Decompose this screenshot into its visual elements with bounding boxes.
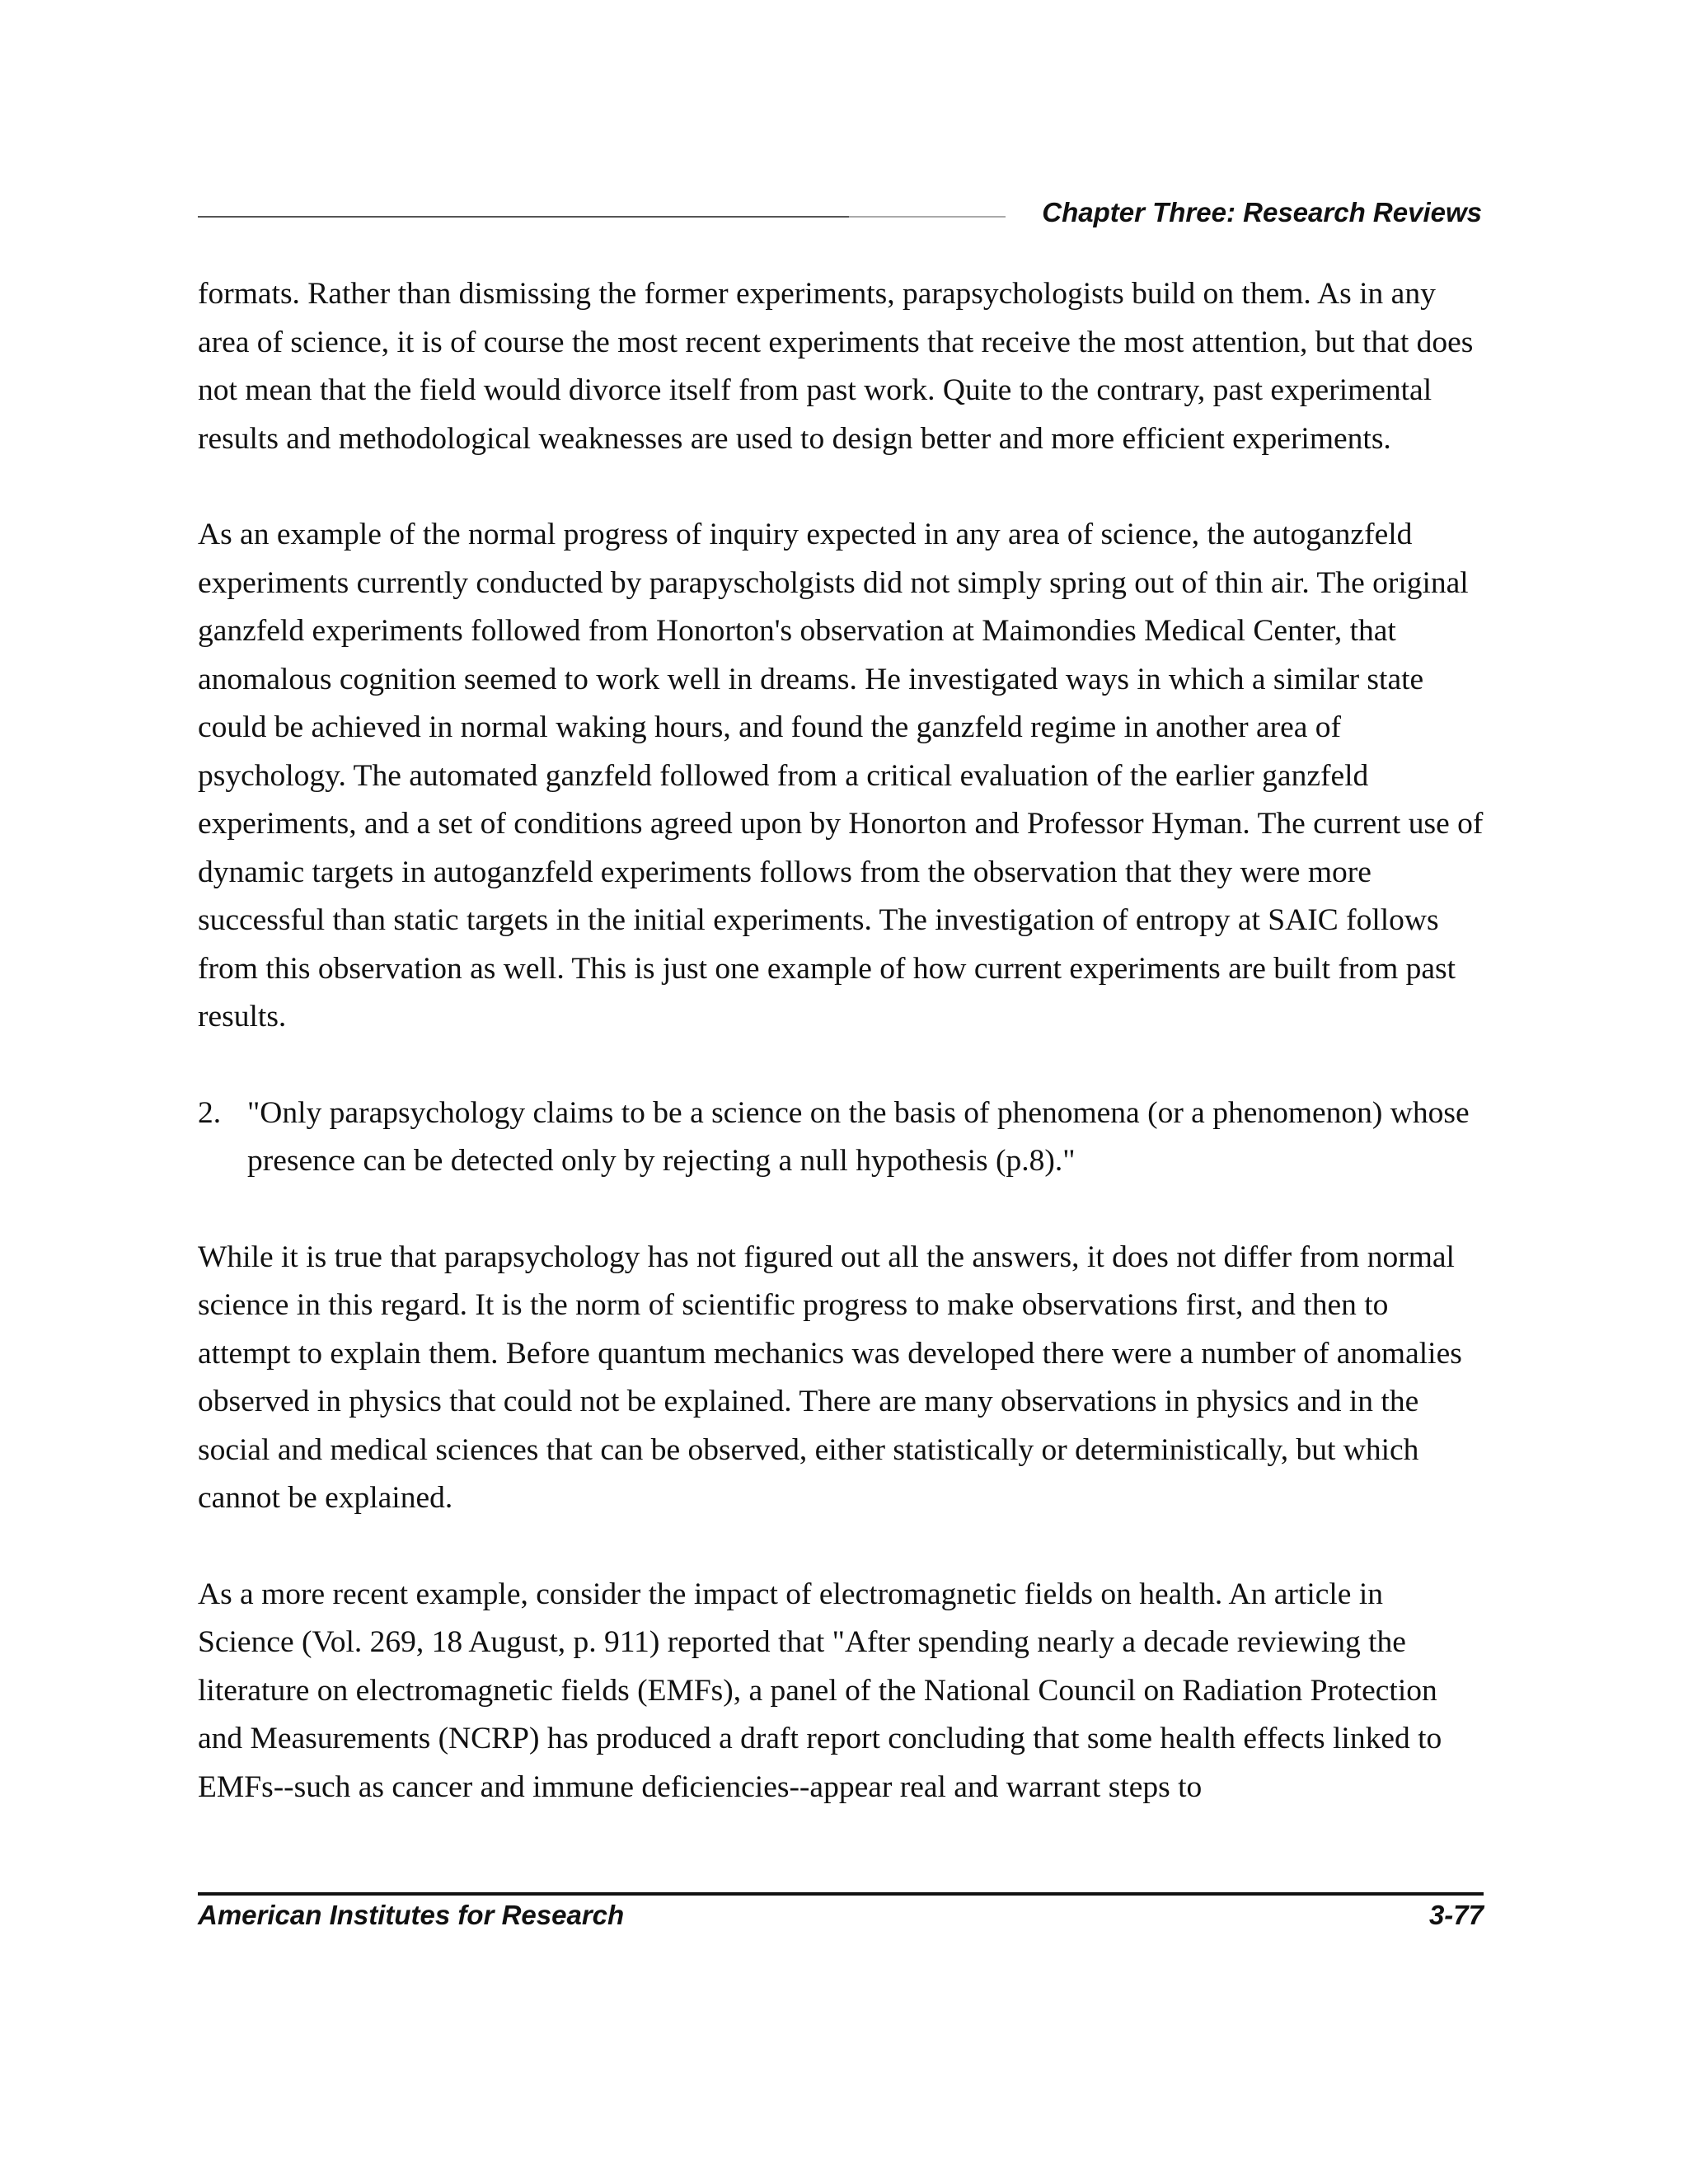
paragraph-4: As a more recent example, consider the impact of electromagnetic fields on health. An article in Science (Vol. 269, 18 August, p. 911) reported that "After spending nearly a decade reviewing the literature on electromagnetic fields (EMFs), a panel of the National Council on Radiation Protection and Measurements (NCRP) has produced a draft report concluding that some health effects linked to EMFs--such as cancer and immune deficiencies--appear real and warrant steps to bbox=[198, 1577, 1442, 1804]
running-header: Chapter Three: Research Reviews bbox=[1042, 197, 1482, 227]
paragraph-2: As an example of the normal progress of inquiry expected in any area of science, the autoganzfeld experiments currently conducted by parapyscholgists did not simply spring out of thin air. The original ganzfeld experiments followed from Honorton's observation at Maimondies Medical Center, that anomalous cognition seemed to work well in dreams. He investigated ways in which a similar state could be achieved in normal waking hours, and found the ganzfeld regime in another area of psychology. The automated ganzfeld followed from a critical evaluation of the earlier ganzfeld experiments, and a set of conditions agreed upon by Honorton and Professor Hyman. The current use of dynamic targets in autoganzfeld experiments follows from the observation that they were more successful than static targets in the initial experiments. The investigation of entropy at SAIC follows from this observation as well. This is just one example of how current experiments are built from past results. bbox=[198, 518, 1484, 1033]
paragraph-1: formats. Rather than dismissing the former experiments, parapsychologists build on them. As in any area of science, it is of course the most recent experiments that receive the most attention, but that does not mean that the field would divorce itself from past work. Quite to the contrary, past experimental results and methodological weaknesses are used to design better and more efficient experiments. bbox=[198, 277, 1474, 456]
header-rule bbox=[198, 216, 849, 218]
page-body bbox=[198, 270, 1484, 1859]
list-number: 2. bbox=[198, 1095, 222, 1130]
list-item-text: "Only parapsychology claims to be a science on the basis of phenomena (or a phenomenon) whose presence can be detected only by rejecting a null hypothesis (p.8)." bbox=[247, 1095, 1470, 1178]
header-rule-faded bbox=[849, 216, 1006, 218]
paragraph-3: While it is true that parapsychology has not figured out all the answers, it does not differ from normal science in this regard. It is the norm of scientific progress to make observations first, and then to attempt to explain them. Before quantum mechanics was developed there were a number of anomalies observed in physics that could not be explained. There are many observations in physics and in the social and medical sciences that can be observed, either statistically or deterministically, but which cannot be explained. bbox=[198, 1240, 1462, 1515]
footer-rule bbox=[198, 1892, 1484, 1896]
numbered-item-2 bbox=[198, 1090, 1484, 1186]
footer-organization: American Institutes for Research bbox=[198, 1900, 625, 1930]
page-number: 3-77 bbox=[1428, 1900, 1484, 1930]
